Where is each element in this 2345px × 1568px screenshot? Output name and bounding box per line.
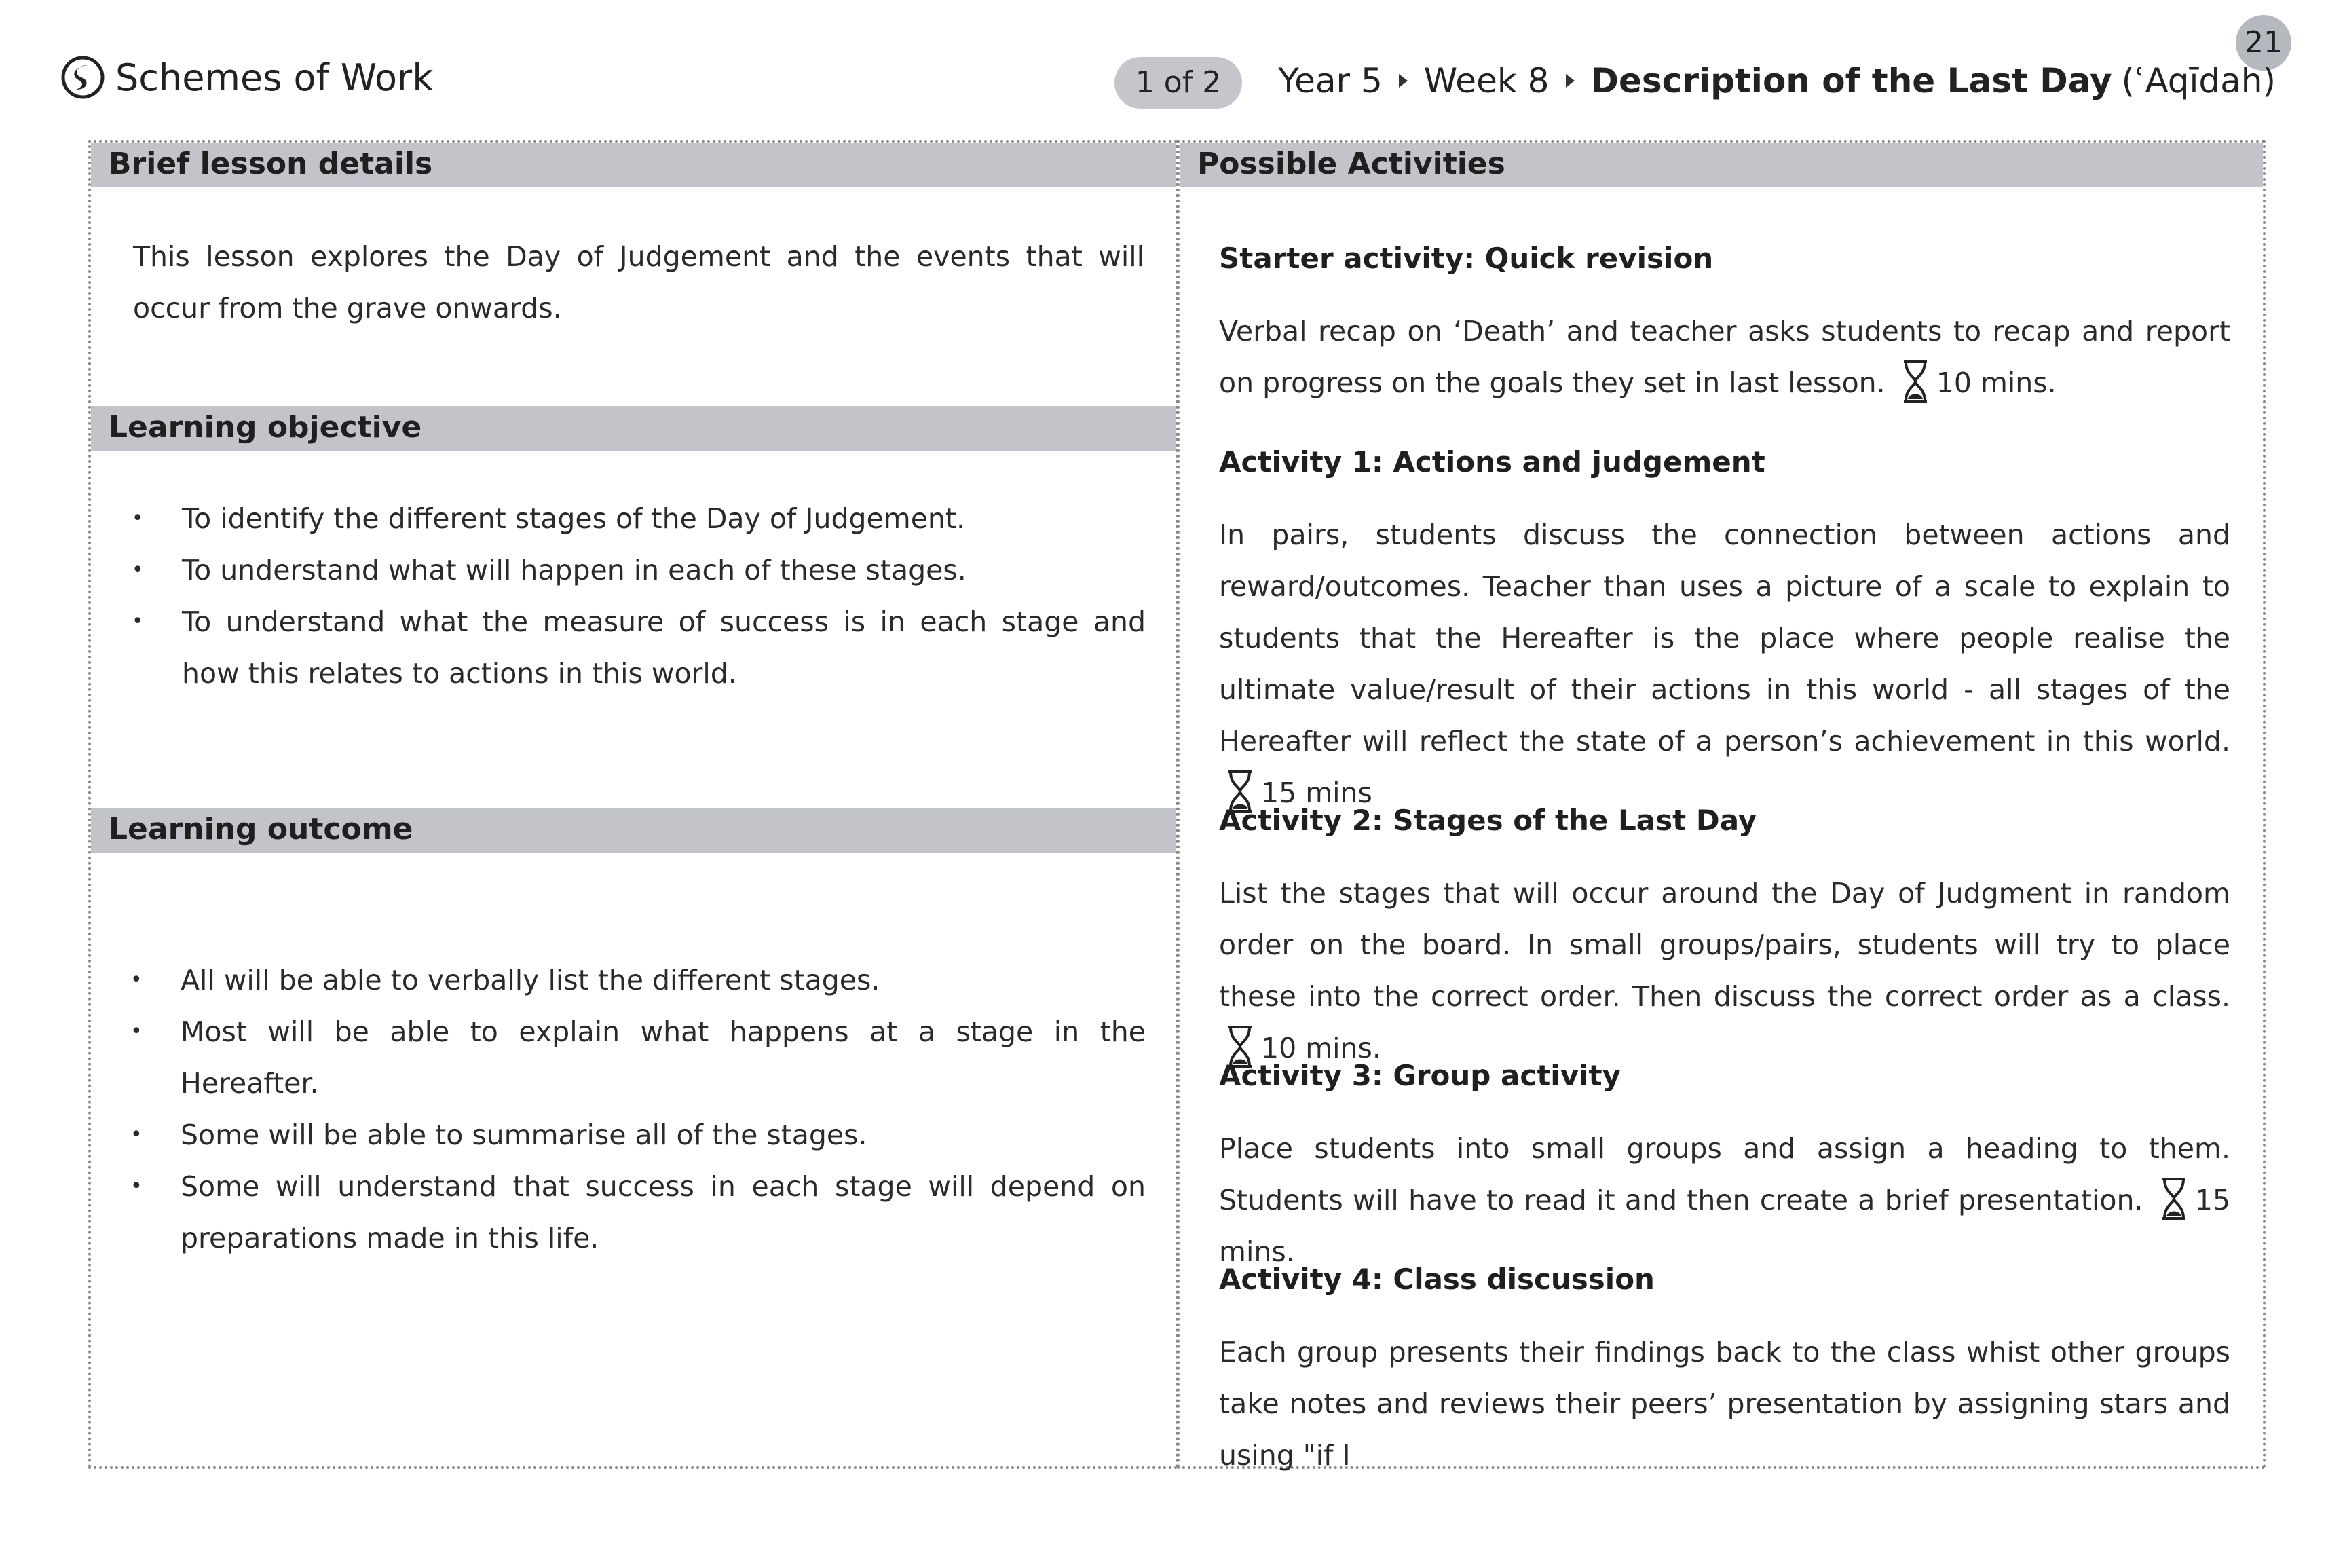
page-number: 21	[2236, 15, 2291, 71]
breadcrumb-arrow-icon	[1399, 74, 1408, 88]
learning-outcome-list	[130, 954, 1146, 1264]
brief-lesson-text: This lesson explores the Day of Judgement and the events that will occur from the grave onwards.	[133, 240, 1144, 324]
activity-heading: Activity 1: Actions and judgement	[1219, 445, 1765, 479]
lesson-details-panel	[88, 140, 1178, 1469]
possible-activities-heading: Possible Activities	[1180, 143, 2263, 187]
activity-heading: Activity 3: Group activity	[1219, 1059, 1621, 1092]
learning-objective-heading: Learning objective	[91, 406, 1176, 451]
breadcrumb-week: Week 8	[1423, 61, 1550, 100]
list-item: • Most will be able to explain what happens at a stage in the Hereafter.	[130, 1006, 1146, 1109]
list-item: • To identify the different stages of the Day of Judgement.	[132, 493, 1146, 544]
activity-text: Verbal recap on ‘Death’ and teacher asks students to recap and report on progress on the goals they set in last lesson. 10 mins.	[1219, 305, 2230, 409]
list-item: • To understand what will happen in each of these stages.	[132, 544, 1146, 596]
activity-text: In pairs, students discuss the connection between actions and reward/outcomes. Teacher than uses a picture of a scale to explain to students that the Hereafter is the place where people realise the ultimate value/result of their actions in this world - all stages of the Hereafter will reflect the state of a person’s achievement in this world. 15 mins	[1219, 509, 2230, 819]
activity-text: Place students into small groups and assign a heading to them. Students will have to read it and then create a brief presentation. 15 mins.	[1219, 1132, 2230, 1268]
breadcrumb-arrow-icon	[1566, 74, 1575, 88]
schemes-logo-icon	[61, 56, 105, 99]
brand-title: Schemes of Work	[115, 56, 434, 99]
activity-heading: Starter activity: Quick revision	[1219, 242, 1714, 275]
breadcrumb	[1278, 57, 2276, 105]
activity-text: Each group presents their findings back to the class whist other groups take notes and reviews their peers’ presentation by assigning stars and using "if I	[1219, 1336, 2230, 1472]
hourglass-icon	[2157, 1177, 2191, 1220]
list-item: • All will be able to verbally list the different stages.	[130, 954, 1146, 1006]
lesson-subject: (ʿAqīdah)	[2121, 61, 2276, 100]
list-item: • To understand what the measure of success is in each stage and how this relates to actions in this world.	[132, 596, 1146, 699]
activity-text: List the stages that will occur around the Day of Judgment in random order on the board. In small groups/pairs, students will try to place these into the correct order. Then discuss the correct order as a class. 10 mins.	[1219, 867, 2230, 1074]
lesson-title: Description of the Last Day	[1590, 61, 2112, 100]
list-item: • Some will understand that success in each stage will depend on preparations made in this life.	[130, 1161, 1146, 1264]
activity-heading: Activity 4: Class discussion	[1219, 1263, 1655, 1296]
possible-activities-panel	[1177, 140, 2266, 1472]
list-item: • Some will be able to summarise all of the stages.	[130, 1109, 1146, 1161]
activity-heading: Activity 2: Stages of the Last Day	[1219, 804, 1757, 837]
learning-outcome-heading: Learning outcome	[91, 808, 1176, 853]
hourglass-icon	[1898, 360, 1932, 403]
breadcrumb-year: Year 5	[1278, 61, 1383, 100]
learning-objective-list	[132, 493, 1146, 699]
brand	[61, 53, 434, 102]
brief-lesson-details-heading: Brief lesson details	[91, 143, 1176, 187]
page-indicator: 1 of 2	[1114, 57, 1242, 109]
